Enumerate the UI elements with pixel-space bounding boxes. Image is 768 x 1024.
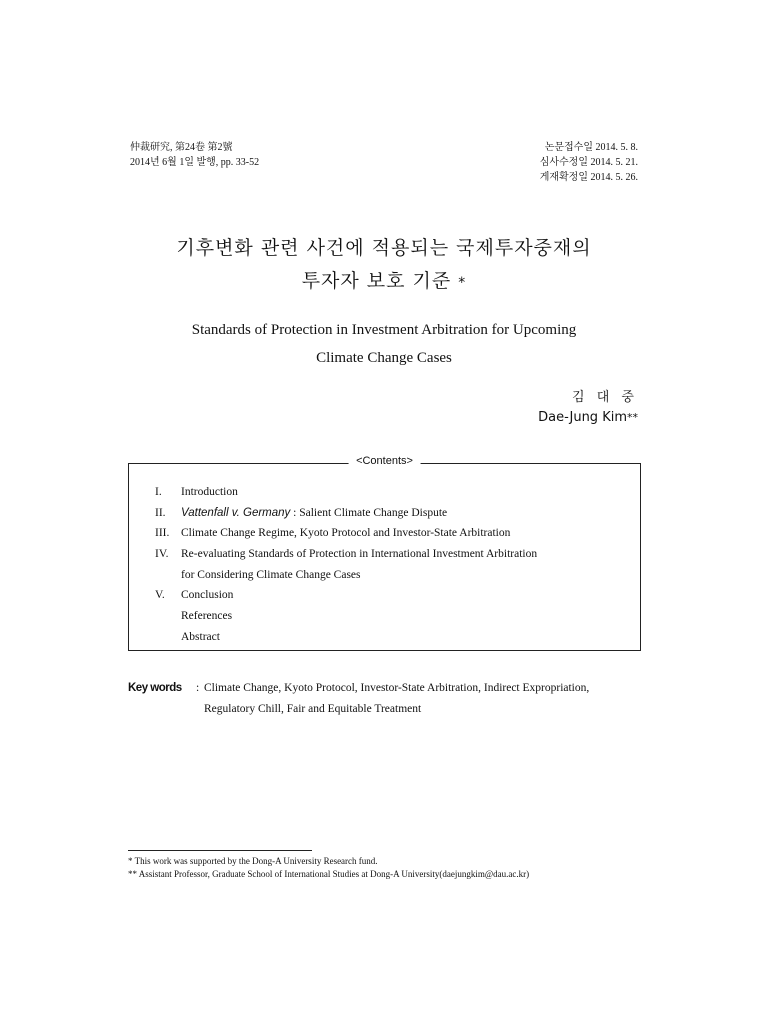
toc-item	[155, 565, 620, 586]
author-footnote-mark: **	[627, 411, 638, 424]
english-title	[0, 316, 768, 372]
toc-number: III.	[155, 527, 170, 540]
english-title-line1: Standards of Protection in Investment Arbitration for Upcoming	[191, 322, 577, 338]
english-title-line2: Climate Change Cases	[316, 350, 452, 366]
korean-title-line2	[0, 265, 768, 300]
korean-title-line2-text: 투자자 보호 기준	[301, 270, 452, 292]
author-english-name: Dae-Jung Kim	[538, 410, 627, 425]
keywords-colon: :	[196, 682, 200, 694]
korean-title-line1: 기후변화 관련 사건에 적용되는 국제투자중재의	[176, 237, 592, 259]
toc-text: References	[181, 610, 233, 623]
date-received: 논문접수일 2014. 5. 8.	[544, 142, 638, 153]
toc-text: Conclusion	[181, 589, 234, 602]
footnote-mark: *	[458, 275, 467, 291]
footnote-affiliation: ** Assistant Professor, Graduate School of International Studies at Dong-A University(daejungkim@dau.ac.kr)	[128, 869, 530, 879]
contents-box	[128, 455, 641, 651]
table-of-contents	[155, 482, 620, 648]
toc-item	[155, 585, 620, 606]
toc-italic-case-name: Vattenfall v. Germany	[181, 506, 291, 519]
keywords-label: Key words	[128, 682, 182, 694]
toc-text: Introduction	[181, 486, 238, 498]
author-korean: 김 대 중	[572, 390, 638, 405]
toc-text: for Considering Climate Change Cases	[181, 568, 361, 581]
toc-item	[155, 606, 620, 627]
author-english	[538, 410, 638, 425]
date-revised: 심사수정일 2014. 5. 21.	[539, 157, 638, 168]
review-dates	[540, 140, 638, 185]
toc-item	[155, 523, 620, 544]
journal-volume: 仲裁研究, 第24卷 第2號	[130, 142, 233, 153]
keywords-line2: Regulatory Chill, Fair and Equitable Treatment	[204, 703, 422, 715]
toc-item	[155, 503, 620, 524]
toc-item	[155, 482, 620, 503]
toc-number: IV.	[155, 548, 169, 561]
toc-text: Climate Change Regime, Kyoto Protocol and Investor-State Arbitration	[181, 527, 511, 540]
toc-text: Re-evaluating Standards of Protection in International Investment Arbitration	[181, 548, 538, 561]
korean-title	[0, 232, 768, 300]
toc-text-rest: : Salient Climate Change Dispute	[290, 506, 448, 519]
toc-number: II.	[155, 506, 166, 519]
toc-text: Abstract	[181, 630, 220, 643]
footnotes	[128, 855, 529, 881]
keywords-line1: Climate Change, Kyoto Protocol, Investor-State Arbitration, Indirect Expropriation,	[204, 682, 590, 694]
journal-info	[130, 140, 259, 170]
footnote-divider	[128, 850, 312, 851]
toc-item	[155, 627, 620, 648]
date-accepted: 게재확정일 2014. 5. 26.	[539, 172, 638, 183]
toc-number: V.	[155, 589, 165, 602]
toc-number: I.	[155, 486, 162, 498]
journal-issue-pages: 2014년 6월 1일 발행, pp. 33-52	[130, 157, 260, 168]
toc-text	[181, 503, 447, 524]
toc-item	[155, 544, 620, 565]
footnote-funding: * This work was supported by the Dong-A University Research fund.	[128, 856, 378, 866]
contents-heading: <Contents>	[348, 455, 421, 467]
